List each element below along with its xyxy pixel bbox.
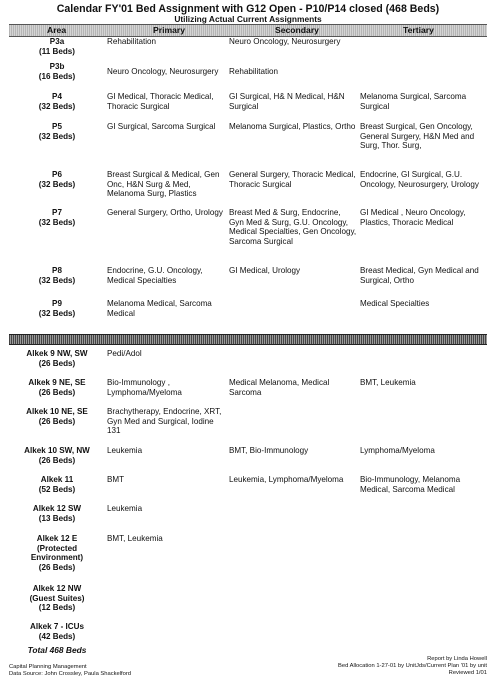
area-beds: (32 Beds) (38, 179, 76, 189)
area-beds: (16 Beds) (38, 71, 76, 81)
footer-reviewed: Reviewed 1/01 (448, 670, 487, 676)
area-beds: (26 Beds) (38, 358, 76, 368)
page-title: Calendar FY'01 Bed Assignment with G12 Open - P10/P14 closed (468 Beds) (56, 3, 440, 15)
footer-report-by: Report by Linda Howell (427, 656, 487, 662)
area-name: P9 (52, 299, 62, 308)
area-name: P7 (52, 208, 62, 217)
tertiary-cell: Melanoma Surgical, Sarcoma Surgical (360, 92, 467, 111)
area-beds: (52 Beds) (38, 484, 76, 494)
area-beds: (26 Beds) (38, 455, 76, 465)
primary-cell: Bio-Immunology , Lymphoma/Myeloma (107, 378, 182, 397)
footer-right (338, 656, 487, 677)
tertiary-cell: Breast Surgical, Gen Oncology, General Surgery, H&N Med and Surg, Thor. Surg, (360, 122, 475, 151)
area-name: Alkek 12 E (Protected Environment) (30, 534, 84, 563)
primary-cell: BMT, Leukemia (107, 534, 163, 543)
area-name: P8 (52, 266, 62, 275)
secondary-cell: Breast Med & Surg, Endocrine, Gyn Med & Surg, G.U. Oncology, Medical Specialties, Gen Oncology, Sarcoma Surgical (229, 208, 357, 246)
area-cell (9, 62, 105, 81)
area-beds: (26 Beds) (38, 416, 76, 426)
area-cell (9, 170, 105, 189)
primary-cell: GI Surgical, Sarcoma Surgical (107, 122, 216, 131)
table-header (9, 24, 487, 37)
primary-cell: Rehabilitation (107, 37, 157, 46)
header-primary: Primary (153, 25, 186, 35)
primary-cell: BMT (107, 475, 125, 484)
area-cell (9, 37, 105, 56)
primary-cell: Endocrine, G.U. Oncology, Medical Specialties (107, 266, 203, 285)
primary-cell: General Surgery, Ortho, Urology (107, 208, 223, 217)
area-name: Alkek 9 NE, SE (28, 378, 86, 387)
header-secondary: Secondary (275, 25, 319, 35)
secondary-cell: GI Surgical, H& N Medical, H&N Surgical (229, 92, 345, 111)
area-name: Alkek 11 (40, 475, 74, 484)
area-beds: (26 Beds) (38, 387, 76, 397)
tertiary-cell: BMT, Leukemia (360, 378, 416, 387)
header-tertiary: Tertiary (403, 25, 434, 35)
area-beds: (12 Beds) (38, 603, 76, 613)
area-name: P4 (52, 92, 62, 101)
area-name: Alkek 12 SW (32, 504, 82, 513)
area-beds: (11 Beds) (39, 46, 75, 56)
tertiary-cell: GI Medical , Neuro Oncology, Plastics, Thoracic Medical (360, 208, 466, 227)
secondary-cell: General Surgery, Thoracic Medical, Thoracic Surgical (229, 170, 356, 189)
footer-data-source: Data Source: John Crossley, Paula Shackelford (9, 671, 132, 677)
area-beds: (32 Beds) (38, 275, 76, 285)
section-divider (9, 334, 487, 345)
area-name: Alkek 7 - ICUs (30, 622, 84, 631)
area-cell (27, 584, 87, 613)
area-name: P5 (52, 122, 62, 131)
header-area: Area (47, 25, 67, 35)
area-cell (9, 92, 105, 111)
area-name: P6 (52, 170, 62, 179)
footer-department: Capital Planning Management (9, 664, 87, 670)
primary-cell: Leukemia (107, 504, 143, 513)
secondary-cell: GI Medical, Urology (229, 266, 301, 275)
area-cell (9, 504, 105, 523)
area-cell (9, 122, 105, 141)
area-beds: (32 Beds) (38, 308, 76, 318)
tertiary-cell: Breast Medical, Gyn Medical and Surgical, Ortho (360, 266, 479, 285)
area-beds: (32 Beds) (38, 217, 76, 227)
secondary-cell: Medical Melanoma, Medical Sarcoma (229, 378, 330, 397)
secondary-cell: BMT, Bio-Immunology (229, 446, 309, 455)
area-name: Alkek 12 NW (Guest Suites) (29, 584, 85, 603)
area-beds: (42 Beds) (38, 631, 76, 641)
area-cell (9, 622, 105, 641)
area-cell (9, 446, 105, 465)
tertiary-cell: Medical Specialties (360, 299, 430, 308)
area-cell (9, 349, 105, 368)
area-name: P3b (49, 62, 65, 71)
primary-cell: GI Medical, Thoracic Medical, Thoracic Surgical (107, 92, 214, 111)
primary-cell: Leukemia (107, 446, 143, 455)
area-cell (9, 407, 105, 426)
area-beds: (32 Beds) (38, 101, 76, 111)
primary-cell: Brachytherapy, Endocrine, XRT, Gyn Med and Surgical, Iodine 131 (107, 407, 222, 436)
area-cell (9, 475, 105, 494)
secondary-cell: Leukemia, Lymphoma/Myeloma (229, 475, 344, 484)
tertiary-cell: Bio-Immunology, Melanoma Medical, Sarcoma Medical (360, 475, 461, 494)
tertiary-cell: Lymphoma/Myeloma (360, 446, 435, 455)
total-beds: Total 468 Beds (27, 645, 87, 655)
area-name: P3a (49, 37, 65, 46)
area-beds: (13 Beds) (38, 513, 76, 523)
secondary-cell: Neuro Oncology, Neurosurgery (229, 37, 341, 46)
area-name: Alkek 10 NE, SE (26, 407, 88, 416)
primary-cell: Neuro Oncology, Neurosurgery (107, 67, 219, 76)
area-cell (9, 378, 105, 397)
area-name: Alkek 9 NW, SW (26, 349, 88, 358)
area-cell (9, 208, 105, 227)
area-beds: (32 Beds) (38, 131, 76, 141)
area-cell (9, 299, 105, 318)
secondary-cell: Rehabilitation (229, 67, 279, 76)
primary-cell: Breast Surgical & Medical, Gen Onc, H&N Surg & Med, Melanoma Surg, Plastics (107, 170, 220, 199)
tertiary-cell: Endocrine, GI Surgical, G.U. Oncology, Neurosurgery, Urology (360, 170, 479, 189)
footer-allocation-file: Bed Allocation 1-27-01 by UnitJds/Current Plan '01 by unit (337, 663, 487, 669)
area-beds: (26 Beds) (38, 562, 76, 572)
secondary-cell: Melanoma Surgical, Plastics, Ortho (229, 122, 356, 131)
area-cell (9, 266, 105, 285)
footer-left (9, 664, 131, 678)
primary-cell: Pedi/Adol (107, 349, 142, 358)
primary-cell: Melanoma Medical, Sarcoma Medical (107, 299, 212, 318)
page-subtitle: Utilizing Actual Current Assignments (174, 14, 322, 24)
area-cell (27, 534, 87, 572)
area-name: Alkek 10 SW, NW (24, 446, 90, 455)
